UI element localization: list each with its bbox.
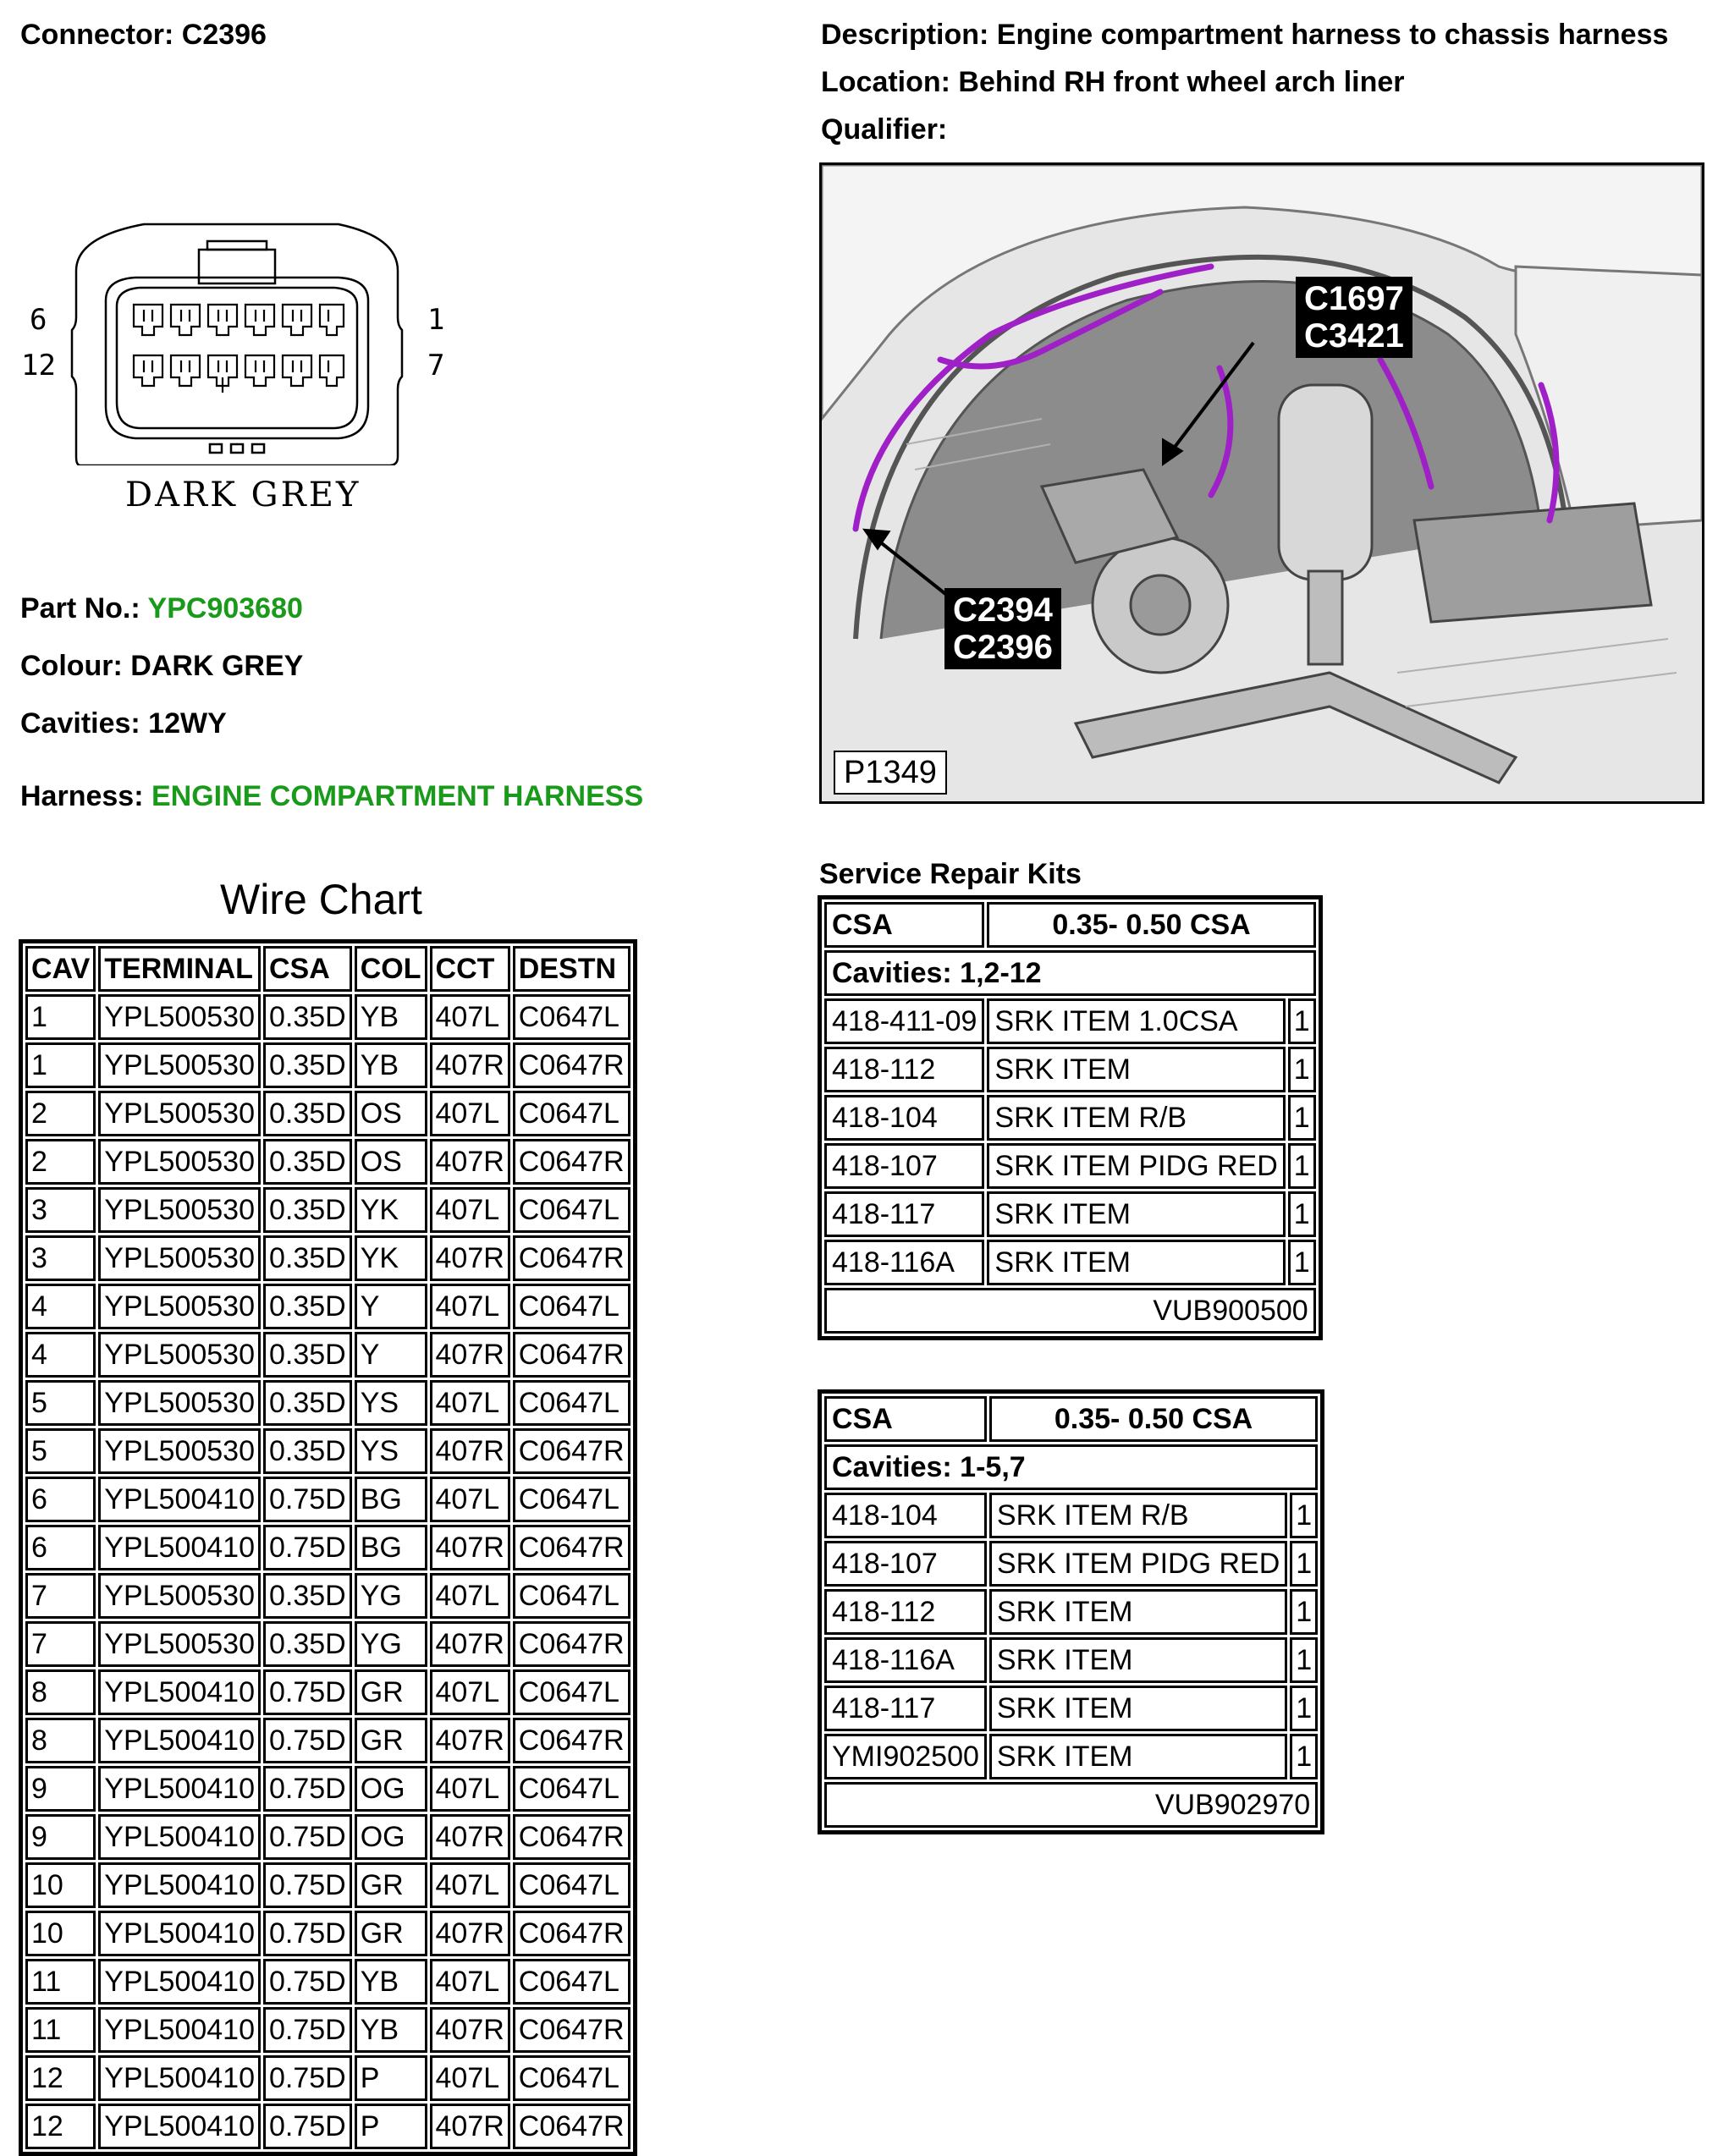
cell-csa: 0.35D bbox=[263, 994, 352, 1040]
cell-csa: 0.75D bbox=[263, 1814, 352, 1860]
cell-csa: 0.35D bbox=[263, 1573, 352, 1619]
cell-cav: 1 bbox=[25, 994, 96, 1040]
repair-kit-table-2 bbox=[818, 1389, 1324, 1834]
cell-col: YG bbox=[355, 1573, 427, 1619]
table-row bbox=[25, 2055, 630, 2101]
connector-diagram bbox=[21, 212, 465, 533]
cell-col: GR bbox=[355, 1718, 427, 1763]
cell-cct: 407L bbox=[430, 1091, 510, 1136]
cell-cav: 9 bbox=[25, 1814, 96, 1860]
table-row bbox=[25, 1862, 630, 1908]
cell-cav: 12 bbox=[25, 2104, 96, 2149]
kit-item-quantity: 1 bbox=[1288, 1095, 1316, 1141]
table-row bbox=[25, 1669, 630, 1715]
cell-cct: 407L bbox=[430, 1477, 510, 1522]
cell-col: YG bbox=[355, 1621, 427, 1667]
service-repair-kits-title: Service Repair Kits bbox=[819, 858, 1082, 890]
cell-cav: 7 bbox=[25, 1621, 96, 1667]
cell-csa: 0.75D bbox=[263, 1766, 352, 1812]
cell-col: BG bbox=[355, 1525, 427, 1570]
cell-cct: 407L bbox=[430, 1380, 510, 1426]
table-row bbox=[25, 1911, 630, 1956]
cell-destn: C0647L bbox=[513, 1284, 630, 1329]
cell-destn: C0647L bbox=[513, 994, 630, 1040]
cell-cct: 407L bbox=[430, 1766, 510, 1812]
kit-item-description: SRK ITEM bbox=[989, 1686, 1287, 1731]
cell-col: YB bbox=[355, 994, 427, 1040]
part-number-value: YPC903680 bbox=[147, 592, 303, 624]
cell-terminal: YPL500530 bbox=[98, 1042, 261, 1088]
kit-item-description: SRK ITEM bbox=[987, 1191, 1285, 1237]
kit-item-part-number: 418-117 bbox=[824, 1191, 984, 1237]
cell-csa: 0.35D bbox=[263, 1139, 352, 1185]
kit-items bbox=[824, 1493, 1318, 1779]
callout-top bbox=[1296, 277, 1412, 358]
figure-reference: P1349 bbox=[834, 751, 947, 795]
cell-cav: 3 bbox=[25, 1235, 96, 1281]
cell-cct: 407L bbox=[430, 2055, 510, 2101]
kit-item-description: SRK ITEM bbox=[989, 1734, 1287, 1779]
table-row bbox=[25, 994, 630, 1040]
cell-destn: C0647R bbox=[513, 2104, 630, 2149]
cell-cav: 4 bbox=[25, 1332, 96, 1378]
cell-cav: 11 bbox=[25, 1959, 96, 2005]
kit-item-part-number: 418-107 bbox=[824, 1541, 987, 1587]
kit-item-description: SRK ITEM R/B bbox=[987, 1095, 1285, 1141]
table-row bbox=[25, 1428, 630, 1474]
cell-cav: 11 bbox=[25, 2007, 96, 2053]
harness-label: Harness: bbox=[20, 780, 144, 812]
cell-destn: C0647L bbox=[513, 1669, 630, 1715]
cell-csa: 0.35D bbox=[263, 1428, 352, 1474]
cell-terminal: YPL500410 bbox=[98, 1718, 261, 1763]
cell-destn: C0647R bbox=[513, 1718, 630, 1763]
kit-item-part-number: 418-116A bbox=[824, 1240, 984, 1285]
cell-col: OS bbox=[355, 1091, 427, 1136]
cell-destn: C0647L bbox=[513, 1959, 630, 2005]
kit-item-quantity: 1 bbox=[1290, 1734, 1318, 1779]
cell-terminal: YPL500410 bbox=[98, 1525, 261, 1570]
cell-destn: C0647R bbox=[513, 1428, 630, 1474]
cell-cav: 10 bbox=[25, 1862, 96, 1908]
cell-destn: C0647L bbox=[513, 1091, 630, 1136]
wire-chart-header-row bbox=[25, 946, 630, 992]
kit-item-description: SRK ITEM 1.0CSA bbox=[987, 998, 1285, 1044]
table-row bbox=[25, 1718, 630, 1763]
cell-cav: 3 bbox=[25, 1187, 96, 1233]
cell-col: P bbox=[355, 2104, 427, 2149]
part-number-label: Part No.: bbox=[20, 592, 140, 624]
table-row bbox=[25, 1477, 630, 1522]
table-row bbox=[25, 1139, 630, 1185]
header-cct: CCT bbox=[430, 946, 510, 992]
cell-cct: 407L bbox=[430, 1187, 510, 1233]
pin-number-6: 6 bbox=[30, 303, 47, 337]
cell-col: GR bbox=[355, 1911, 427, 1956]
cell-cav: 4 bbox=[25, 1284, 96, 1329]
kit-item-row bbox=[824, 998, 1316, 1044]
pin-number-1: 1 bbox=[427, 303, 445, 337]
cell-csa: 0.75D bbox=[263, 1911, 352, 1956]
wire-chart-body bbox=[25, 994, 630, 2149]
cell-cct: 407L bbox=[430, 1959, 510, 2005]
cell-col: Y bbox=[355, 1284, 427, 1329]
kit-item-description: SRK ITEM PIDG RED bbox=[987, 1143, 1285, 1189]
kit-item-quantity: 1 bbox=[1288, 1191, 1316, 1237]
kit-item-quantity: 1 bbox=[1290, 1541, 1318, 1587]
cell-terminal: YPL500530 bbox=[98, 1091, 261, 1136]
cell-col: YK bbox=[355, 1187, 427, 1233]
table-row bbox=[25, 1284, 630, 1329]
cell-terminal: YPL500530 bbox=[98, 1139, 261, 1185]
cell-destn: C0647R bbox=[513, 1621, 630, 1667]
kit-csa-value: 0.35- 0.50 CSA bbox=[989, 1396, 1318, 1442]
cell-destn: C0647L bbox=[513, 1766, 630, 1812]
kit-item-row bbox=[824, 1240, 1316, 1285]
cell-cct: 407L bbox=[430, 1573, 510, 1619]
cell-destn: C0647R bbox=[513, 1139, 630, 1185]
kit-item-part-number: 418-411-09 bbox=[824, 998, 984, 1044]
cell-destn: C0647L bbox=[513, 1862, 630, 1908]
kit-reference: VUB902970 bbox=[824, 1782, 1318, 1828]
kit-item-part-number: 418-104 bbox=[824, 1095, 984, 1141]
kit-item-row bbox=[824, 1734, 1318, 1779]
kit-item-description: SRK ITEM bbox=[989, 1589, 1287, 1635]
pin-number-7: 7 bbox=[427, 349, 445, 382]
cell-terminal: YPL500530 bbox=[98, 1380, 261, 1426]
cell-cav: 1 bbox=[25, 1042, 96, 1088]
cell-terminal: YPL500530 bbox=[98, 1332, 261, 1378]
cell-col: GR bbox=[355, 1669, 427, 1715]
cell-cct: 407L bbox=[430, 1669, 510, 1715]
cell-col: OS bbox=[355, 1139, 427, 1185]
kit-item-row bbox=[824, 1143, 1316, 1189]
cell-terminal: YPL500410 bbox=[98, 1766, 261, 1812]
cell-destn: C0647R bbox=[513, 2007, 630, 2053]
cell-cav: 5 bbox=[25, 1428, 96, 1474]
part-number bbox=[20, 592, 303, 625]
cell-cav: 2 bbox=[25, 1091, 96, 1136]
cell-csa: 0.35D bbox=[263, 1621, 352, 1667]
cell-col: YS bbox=[355, 1428, 427, 1474]
cell-csa: 0.75D bbox=[263, 2007, 352, 2053]
cell-destn: C0647L bbox=[513, 1477, 630, 1522]
cell-csa: 0.35D bbox=[263, 1042, 352, 1088]
kit-item-row bbox=[824, 1095, 1316, 1141]
table-row bbox=[25, 1091, 630, 1136]
cell-cct: 407R bbox=[430, 1042, 510, 1088]
cell-cct: 407L bbox=[430, 1862, 510, 1908]
cell-csa: 0.35D bbox=[263, 1235, 352, 1281]
cell-terminal: YPL500410 bbox=[98, 1911, 261, 1956]
cell-col: Y bbox=[355, 1332, 427, 1378]
cell-terminal: YPL500410 bbox=[98, 2007, 261, 2053]
cell-terminal: YPL500530 bbox=[98, 1187, 261, 1233]
cell-destn: C0647R bbox=[513, 1525, 630, 1570]
cell-cav: 8 bbox=[25, 1669, 96, 1715]
cell-cct: 407R bbox=[430, 2104, 510, 2149]
cell-col: BG bbox=[355, 1477, 427, 1522]
kit-reference: VUB900500 bbox=[824, 1288, 1316, 1334]
kit-item-description: SRK ITEM bbox=[987, 1240, 1285, 1285]
cell-csa: 0.75D bbox=[263, 1718, 352, 1763]
table-row bbox=[25, 2104, 630, 2149]
header-csa: CSA bbox=[263, 946, 352, 992]
cell-cct: 407L bbox=[430, 1284, 510, 1329]
cell-cav: 8 bbox=[25, 1718, 96, 1763]
table-row bbox=[25, 1621, 630, 1667]
cell-csa: 0.75D bbox=[263, 2055, 352, 2101]
cell-terminal: YPL500410 bbox=[98, 1862, 261, 1908]
kit-item-part-number: 418-112 bbox=[824, 1589, 987, 1635]
cell-cav: 2 bbox=[25, 1139, 96, 1185]
cell-csa: 0.35D bbox=[263, 1332, 352, 1378]
header-destn: DESTN bbox=[513, 946, 630, 992]
callout-c2394: C2394 bbox=[953, 591, 1053, 629]
repair-kit-table-1 bbox=[818, 895, 1323, 1340]
kit-item-quantity: 1 bbox=[1288, 998, 1316, 1044]
cavities-label: Cavities: 12WY bbox=[20, 707, 227, 740]
table-row bbox=[25, 1187, 630, 1233]
cell-terminal: YPL500530 bbox=[98, 1621, 261, 1667]
harness-value: ENGINE COMPARTMENT HARNESS bbox=[151, 780, 644, 812]
cell-destn: C0647L bbox=[513, 1187, 630, 1233]
cell-destn: C0647R bbox=[513, 1911, 630, 1956]
cell-destn: C0647L bbox=[513, 2055, 630, 2101]
table-row bbox=[25, 1814, 630, 1860]
kit-cavities: Cavities: 1-5,7 bbox=[824, 1444, 1318, 1490]
cell-csa: 0.75D bbox=[263, 1959, 352, 2005]
kit-csa-label: CSA bbox=[824, 902, 984, 948]
cell-csa: 0.35D bbox=[263, 1380, 352, 1426]
cell-col: OG bbox=[355, 1814, 427, 1860]
kit-item-quantity: 1 bbox=[1288, 1047, 1316, 1092]
kit-item-quantity: 1 bbox=[1288, 1143, 1316, 1189]
cell-col: YK bbox=[355, 1235, 427, 1281]
cell-col: YS bbox=[355, 1380, 427, 1426]
cell-col: GR bbox=[355, 1862, 427, 1908]
cell-col: YB bbox=[355, 1959, 427, 2005]
kit-item-row bbox=[824, 1637, 1318, 1683]
kit-csa-label: CSA bbox=[824, 1396, 987, 1442]
cell-col: YB bbox=[355, 2007, 427, 2053]
description-label: Description: Engine compartment harness to chassis harness bbox=[821, 19, 1669, 51]
cell-terminal: YPL500530 bbox=[98, 1428, 261, 1474]
cell-cct: 407R bbox=[430, 1911, 510, 1956]
table-row bbox=[25, 1235, 630, 1281]
table-row bbox=[25, 1380, 630, 1426]
callout-c3421: C3421 bbox=[1304, 317, 1404, 355]
cell-terminal: YPL500530 bbox=[98, 1573, 261, 1619]
cell-col: P bbox=[355, 2055, 427, 2101]
table-row bbox=[25, 1959, 630, 2005]
cell-cct: 407R bbox=[430, 1621, 510, 1667]
kit-item-row bbox=[824, 1191, 1316, 1237]
cell-cct: 407R bbox=[430, 1235, 510, 1281]
kit-item-quantity: 1 bbox=[1290, 1686, 1318, 1731]
callout-bottom bbox=[944, 588, 1061, 669]
cell-terminal: YPL500410 bbox=[98, 1959, 261, 2005]
kit-item-row bbox=[824, 1686, 1318, 1731]
cell-cct: 407R bbox=[430, 1814, 510, 1860]
cell-cav: 12 bbox=[25, 2055, 96, 2101]
location-label: Location: Behind RH front wheel arch liner bbox=[821, 66, 1405, 98]
cell-cav: 6 bbox=[25, 1525, 96, 1570]
kit-item-part-number: 418-104 bbox=[824, 1493, 987, 1538]
kit-item-row bbox=[824, 1541, 1318, 1587]
kit-item-part-number: YMI902500 bbox=[824, 1734, 987, 1779]
cell-cct: 407R bbox=[430, 1718, 510, 1763]
cell-cct: 407R bbox=[430, 1139, 510, 1185]
cell-cav: 5 bbox=[25, 1380, 96, 1426]
cell-csa: 0.75D bbox=[263, 1477, 352, 1522]
kit-item-row bbox=[824, 1047, 1316, 1092]
kit-item-part-number: 418-112 bbox=[824, 1047, 984, 1092]
cell-csa: 0.75D bbox=[263, 1669, 352, 1715]
kit-item-quantity: 1 bbox=[1290, 1589, 1318, 1635]
cell-destn: C0647L bbox=[513, 1380, 630, 1426]
cell-destn: C0647R bbox=[513, 1332, 630, 1378]
callout-c2396: C2396 bbox=[953, 629, 1053, 666]
connector-label: Connector: C2396 bbox=[20, 19, 267, 51]
cell-cct: 407R bbox=[430, 1525, 510, 1570]
cell-col: OG bbox=[355, 1766, 427, 1812]
qualifier-label: Qualifier: bbox=[821, 113, 948, 146]
kit-item-quantity: 1 bbox=[1288, 1240, 1316, 1285]
cell-cct: 407R bbox=[430, 2007, 510, 2053]
header-terminal: TERMINAL bbox=[98, 946, 261, 992]
table-row bbox=[25, 2007, 630, 2053]
table-row bbox=[25, 1042, 630, 1088]
cell-terminal: YPL500410 bbox=[98, 1669, 261, 1715]
connector-colour-text: DARK GREY bbox=[125, 476, 361, 514]
kit-item-part-number: 418-116A bbox=[824, 1637, 987, 1683]
header-cav: CAV bbox=[25, 946, 96, 992]
kit-item-row bbox=[824, 1589, 1318, 1635]
cell-csa: 0.35D bbox=[263, 1284, 352, 1329]
cell-terminal: YPL500410 bbox=[98, 1814, 261, 1860]
cell-cav: 9 bbox=[25, 1766, 96, 1812]
cell-terminal: YPL500530 bbox=[98, 1284, 261, 1329]
cell-destn: C0647L bbox=[513, 1573, 630, 1619]
harness bbox=[20, 780, 643, 813]
cell-cct: 407R bbox=[430, 1332, 510, 1378]
kit-item-part-number: 418-107 bbox=[824, 1143, 984, 1189]
cell-csa: 0.75D bbox=[263, 1525, 352, 1570]
kit-items bbox=[824, 998, 1316, 1285]
table-row bbox=[25, 1525, 630, 1570]
location-photo bbox=[819, 162, 1704, 804]
cell-cct: 407R bbox=[430, 1428, 510, 1474]
cell-col: YB bbox=[355, 1042, 427, 1088]
cell-cav: 6 bbox=[25, 1477, 96, 1522]
cell-cav: 7 bbox=[25, 1573, 96, 1619]
wire-chart-title: Wire Chart bbox=[220, 876, 422, 923]
connector-face-icon bbox=[25, 212, 465, 465]
table-row bbox=[25, 1573, 630, 1619]
cell-terminal: YPL500530 bbox=[98, 1235, 261, 1281]
cell-terminal: YPL500410 bbox=[98, 1477, 261, 1522]
cell-cct: 407L bbox=[430, 994, 510, 1040]
table-row bbox=[25, 1766, 630, 1812]
cell-csa: 0.35D bbox=[263, 1091, 352, 1136]
kit-item-description: SRK ITEM PIDG RED bbox=[989, 1541, 1287, 1587]
header-col: COL bbox=[355, 946, 427, 992]
kit-item-quantity: 1 bbox=[1290, 1637, 1318, 1683]
wire-chart-table bbox=[19, 939, 637, 2156]
table-row bbox=[25, 1332, 630, 1378]
kit-csa-value: 0.35- 0.50 CSA bbox=[987, 902, 1315, 948]
wheel-arch-illustration-icon bbox=[822, 165, 1702, 801]
cell-terminal: YPL500410 bbox=[98, 2104, 261, 2149]
kit-item-description: SRK ITEM R/B bbox=[989, 1493, 1287, 1538]
cell-terminal: YPL500530 bbox=[98, 994, 261, 1040]
kit-item-description: SRK ITEM bbox=[989, 1637, 1287, 1683]
kit-item-quantity: 1 bbox=[1290, 1493, 1318, 1538]
callout-c1697: C1697 bbox=[1304, 280, 1404, 317]
kit-item-part-number: 418-117 bbox=[824, 1686, 987, 1731]
kit-cavities: Cavities: 1,2-12 bbox=[824, 950, 1316, 996]
cell-csa: 0.75D bbox=[263, 2104, 352, 2149]
cell-terminal: YPL500410 bbox=[98, 2055, 261, 2101]
cell-csa: 0.75D bbox=[263, 1862, 352, 1908]
cell-csa: 0.35D bbox=[263, 1187, 352, 1233]
pin-number-12: 12 bbox=[21, 349, 56, 382]
cell-destn: C0647R bbox=[513, 1235, 630, 1281]
kit-item-description: SRK ITEM bbox=[987, 1047, 1285, 1092]
cell-destn: C0647R bbox=[513, 1814, 630, 1860]
kit-item-row bbox=[824, 1493, 1318, 1538]
colour-label: Colour: DARK GREY bbox=[20, 650, 304, 682]
cell-cav: 10 bbox=[25, 1911, 96, 1956]
cell-destn: C0647R bbox=[513, 1042, 630, 1088]
